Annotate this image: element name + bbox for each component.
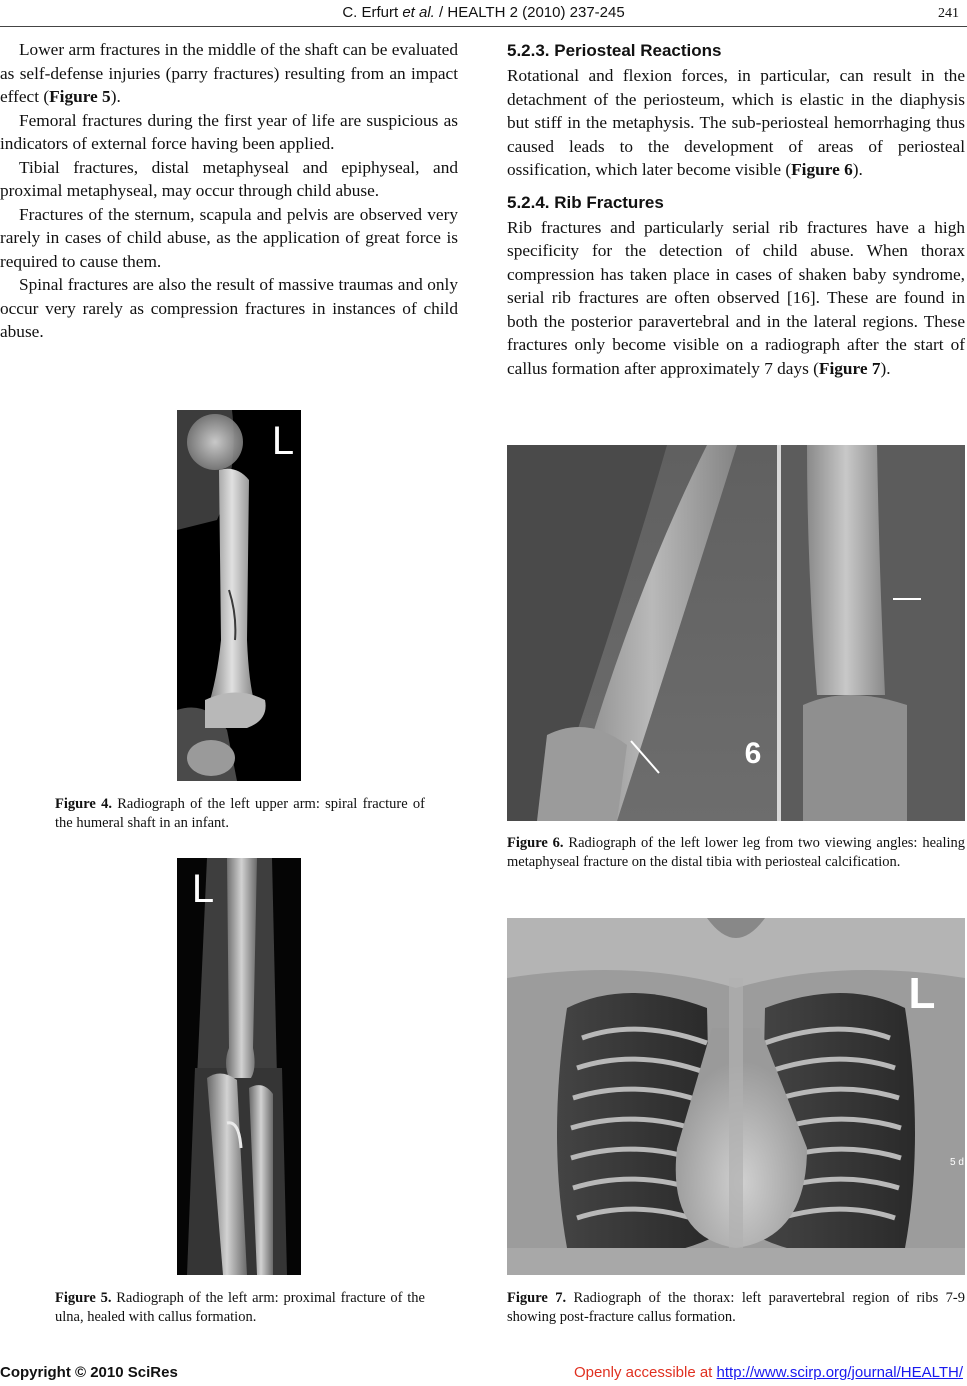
paragraph-rib-fractures: Rib fractures and particularly serial rib fractures have a high specificity for the detection of child abuse. When thorax compression has taken place in cases of shaken baby syndrome, serial rib fractures are often observed [16]. These are found in both the posterior paravertebral and in the lateral regions. These fractures only become visible on a radiograph after the start of callus formation after approximately 7 days (Figure 7). — [507, 217, 965, 378]
journal-link[interactable]: http://www.scirp.org/journal/HEALTH/ — [716, 1364, 963, 1381]
laterality-marker-5: L — [191, 867, 215, 911]
figure-7-reference[interactable]: Figure 7 — [818, 358, 881, 378]
page-footer — [0, 1362, 967, 1386]
side-annotation-7: 5 d — [950, 1157, 964, 1168]
figure-7-radiograph — [507, 918, 965, 1275]
paragraph-parry-fractures: Lower arm fractures in the middle of the shaft can be evaluated as self-defense injuries (parry fractures) resulting from an impact effect (Figure 5). — [0, 40, 458, 106]
copyright-notice: Copyright © 2010 SciRes — [0, 1364, 178, 1381]
figure-5-reference[interactable]: Figure 5 — [49, 87, 111, 106]
forearm-xray-image — [177, 858, 301, 1275]
left-column — [0, 38, 458, 344]
figure-5-radiograph — [177, 858, 301, 1275]
right-column — [507, 38, 965, 380]
figure-6-caption: Figure 6. Radiograph of the left lower leg from two viewing angles: healing metaphyseal fracture on the distal tibia with periosteal calcification. — [507, 835, 965, 870]
laterality-marker-7: L — [908, 969, 936, 1018]
running-header — [0, 4, 967, 24]
open-access-notice: Openly accessible at http://www.scirp.org/journal/HEALTH/ — [573, 1364, 963, 1381]
figure-6-radiograph — [507, 445, 965, 821]
figure-4-caption: Figure 4. Radiograph of the left upper arm: spiral fracture of the humeral shaft in an infant. — [55, 796, 426, 831]
section-heading-rib: 5.2.4. Rib Fractures — [507, 192, 664, 212]
paragraph-femoral-fractures: Femoral fractures during the first year of life are suspicious as indicators of external force having been applied. — [0, 110, 458, 153]
section-heading-periosteal: 5.2.3. Periosteal Reactions — [507, 41, 722, 60]
running-title: C. Erfurt et al. / HEALTH 2 (2010) 237-245 — [342, 4, 625, 21]
laterality-marker-4: L — [271, 419, 295, 463]
view-divider — [777, 445, 781, 821]
humerus-xray-image — [177, 410, 301, 781]
paragraph-sternum-fractures: Fractures of the sternum, scapula and pelvis are observed very rarely in cases of child abuse, as the application of great force is required to cause them. — [0, 204, 458, 271]
header-rule — [0, 26, 967, 27]
figure-5-caption: Figure 5. Radiograph of the left arm: proximal fracture of the ulna, healed with callus formation. — [55, 1290, 425, 1325]
thorax-xray-image — [507, 918, 965, 1275]
paragraph-tibial-fractures: Tibial fractures, distal metaphyseal and epiphyseal, and proximal metaphyseal, may occur through child abuse. — [0, 157, 458, 200]
figure-4-radiograph — [177, 410, 301, 781]
paragraph-spinal-fractures: Spinal fractures are also the result of massive traumas and only occur very rarely as compression fractures in instances of child abuse. — [0, 275, 458, 341]
page-number: 241 — [938, 6, 959, 21]
view-marker-6: 6 — [744, 737, 762, 770]
lower-leg-xray-image — [507, 445, 965, 821]
paragraph-periosteal: Rotational and flexion forces, in particular, can result in the detachment of the periosteum, which is elastic in the diaphysis but stiff in the metaphysis. The sub-periosteal hemorrhaging thus caused leads to the development of areas of periosteal ossification, which later become visible (Figure 6). — [507, 66, 965, 179]
figure-6-reference[interactable]: Figure 6 — [791, 160, 853, 179]
figure-7-caption: Figure 7. Radiograph of the thorax: left paravertebral region of ribs 7-9 showing post-fracture callus formation. — [507, 1290, 965, 1325]
